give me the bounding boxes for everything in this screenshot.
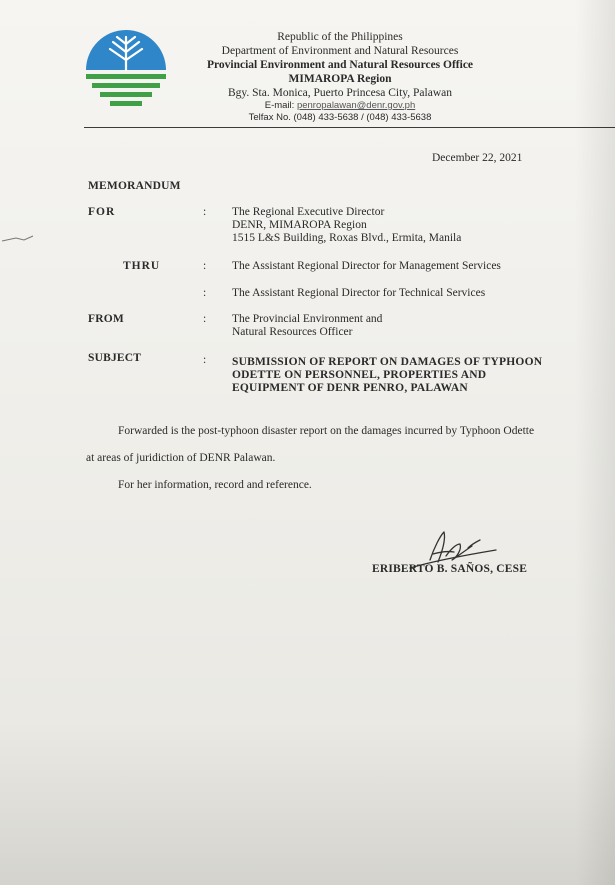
page-shadow-right [575, 0, 615, 885]
header-divider [84, 127, 615, 128]
page-shadow-bottom [0, 725, 615, 885]
thru-line: The Assistant Regional Director for Management Services [232, 260, 501, 272]
office-line: Provincial Environment and Natural Resources Office [206, 59, 474, 71]
subject-label: SUBJECT [88, 352, 142, 364]
body-paragraph-line: Forwarded is the post-typhoon disaster report on the damages incurred by Typhoon Odette [118, 425, 535, 437]
for-colon: : [203, 206, 207, 218]
email-link[interactable]: penropalawan@denr.gov.ph [296, 100, 416, 111]
closing-line: For her information, record and reference. [118, 479, 312, 491]
thru-colon-2: : [203, 287, 207, 299]
memo-date: December 22, 2021 [432, 152, 523, 164]
subject-colon: : [203, 354, 207, 366]
thru-line: The Assistant Regional Director for Technical Services [232, 287, 486, 299]
for-recipient [232, 206, 461, 245]
address-line: Bgy. Sta. Monica, Puerto Princesa City, Palawan [227, 87, 452, 99]
subject-line: EQUIPMENT OF DENR PENRO, PALAWAN [232, 382, 468, 394]
signatory-name: ERIBERTO B. SAÑOS, CESE [372, 563, 528, 575]
thru-colon: : [203, 260, 207, 272]
region-line: MIMAROPA Region [288, 73, 392, 85]
subject-text [232, 356, 562, 395]
memo-heading: MEMORANDUM [88, 180, 181, 192]
republic-line: Republic of the Philippines [277, 31, 403, 43]
from-line: Natural Resources Officer [232, 326, 353, 338]
for-line: The Regional Executive Director [232, 206, 385, 218]
telfax-line: Telfax No. (048) 433-5638 / (048) 433-5638 [248, 112, 432, 123]
from-line: The Provincial Environment and [232, 313, 383, 325]
subject-line: ODETTE ON PERSONNEL, PROPERTIES AND [232, 369, 487, 381]
for-label: FOR [88, 206, 116, 218]
email-line [180, 100, 500, 112]
for-line: DENR, MIMAROPA Region [232, 219, 367, 231]
email-label: E-mail: [264, 100, 297, 111]
department-line: Department of Environment and Natural Resources [221, 45, 459, 57]
body-paragraph-line: at areas of juridiction of DENR Palawan. [86, 452, 276, 464]
denr-logo-icon [86, 30, 166, 110]
for-line: 1515 L&S Building, Roxas Blvd., Ermita, Manila [232, 232, 462, 244]
from-sender [232, 313, 382, 339]
margin-mark [0, 232, 40, 246]
thru-label: THRU [123, 260, 161, 272]
letterhead [180, 30, 500, 124]
from-label: FROM [88, 313, 124, 325]
from-colon: : [203, 313, 207, 325]
subject-line: SUBMISSION OF REPORT ON DAMAGES OF TYPHOON [232, 356, 543, 368]
